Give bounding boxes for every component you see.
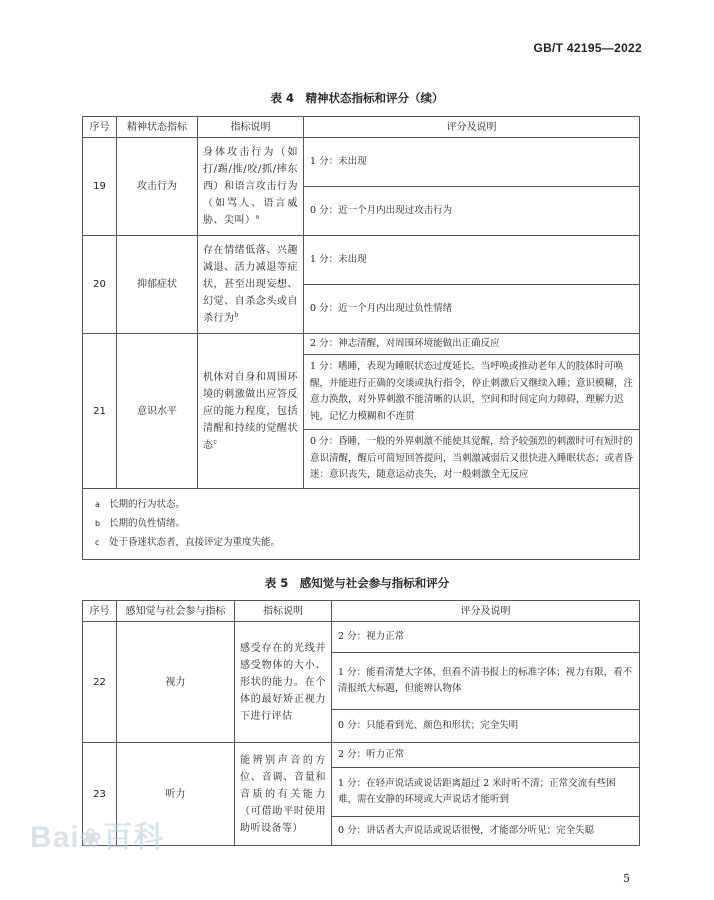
score-item: 1 分：在轻声说话或说话距离超过 2 米时听不清；正常交流有些困难，需在安静的环境或大声说话才能听到 [332,768,639,817]
col-header-no: 序号 [83,117,117,138]
score-item: 2 分：视力正常 [332,622,639,653]
row-scores [332,743,640,846]
footnote-ref: c [213,438,218,446]
score-item: 1 分：未出现 [304,236,639,285]
score-item: 1 分：未出现 [304,138,639,187]
row-no: 21 [83,334,117,489]
footnote-mark: b [95,519,101,528]
footnote-ref: a [255,213,260,221]
score-item: 2 分：神志清醒，对周围环境能做出正确反应 [304,334,639,355]
col-header-score: 评分及说明 [332,601,640,622]
col-header-score: 评分及说明 [304,117,640,138]
footnote: b 长期的负性情绪。 [95,514,639,533]
footnote-mark: a [95,500,100,509]
col-header-indicator: 感知觉与社会参与指标 [117,601,235,622]
table-row [83,743,640,846]
table5 [82,600,640,846]
row-desc: 身体攻击行为（如打/踢/推/咬/抓/摔东西）和语言攻击行为（如骂人、语言威胁、尖叫）$^a$ [198,138,304,236]
table-row [83,138,640,236]
score-item: 0 分：昏睡，一般的外界刺激不能使其觉醒，给予较强烈的刺激时可有短时的意识清醒，醒后可简短回答提问，当刺激减弱后又很快进入睡眠状态；或者昏迷：意识丧失，随意运动丧失，对一般刺激全无反应 [310,436,634,481]
row-desc: 能辨别声音的方位、音调、音量和音质的有关能力（可借助平时使用助听设备等） [235,743,332,846]
row-indicator: 意识水平 [117,334,198,489]
row-no: 20 [83,236,117,334]
row-scores [304,334,640,489]
row-scores [332,622,640,743]
table-row [83,236,640,334]
table4-notes-row [83,489,640,560]
table4-notes [83,489,640,560]
col-header-indicator: 精神状态指标 [117,117,198,138]
row-indicator: 视力 [117,622,235,743]
score-item: 2 分：听力正常 [332,743,639,768]
row-indicator: 听力 [117,743,235,846]
table4-caption: 表 4 精神状态指标和评分（续） [270,91,444,105]
footnote: a 长期的行为状态。 [95,495,639,514]
score-item: 0 分：讲话者大声说话或说话很慢，才能部分听见；完全失聪 [338,824,595,836]
row-indicator: 攻击行为 [117,138,198,236]
row-desc: 存在情绪低落、兴趣减退、活力减退等症状，甚至出现妄想、幻觉、自杀念头或自杀行为$^b$ [198,236,304,334]
table4 [82,116,640,560]
col-header-desc: 指标说明 [235,601,332,622]
col-header-desc: 指标说明 [198,117,304,138]
row-no: 22 [83,622,117,743]
footnote: c 处于昏迷状态者，直接评定为重度失能。 [95,533,639,552]
score-item: 0 分：只能看到光、颜色和形状；完全失明 [338,719,519,731]
row-desc: 感受存在的光线并感受物体的大小、形状的能力。在个体的最好矫正视力下进行评估 [235,622,332,743]
table5-caption: 表 5 感知觉与社会参与指标和评分 [264,576,450,590]
col-header-no: 序号 [83,601,117,622]
score-item: 1 分：能看清楚大字体，但看不清书报上的标准字体；视力有限，看不清报纸大标题，但能辨认物体 [332,653,639,710]
table5-header-row [83,601,640,622]
table4-header-row [83,117,640,138]
watermark-logo: Bai❀百科 [30,821,165,854]
row-desc: 机体对自身和周围环境的刺激做出应答反应的能力程度，包括清醒和持续的觉醒状态$^c$ [198,334,304,489]
row-scores [304,236,640,334]
score-item: 0 分：近一个月内出现过负性情绪 [310,302,453,314]
row-no: 23 [83,743,117,846]
table-row [83,622,640,743]
row-scores [304,138,640,236]
score-item: 1 分：嗜睡，表现为睡眠状态过度延长。当呼唤或推动老年人的肢体时可唤醒，并能进行正确的交谈或执行指令，停止刺激后又继续入睡；意识模糊，注意力涣散，对外界刺激不能清晰的认识，空间和时间定向力障碍，理解力迟钝，记忆力模糊和不连贯 [304,355,639,430]
score-item: 0 分：近一个月内出现过攻击行为 [310,204,453,216]
page-number: 5 [623,872,630,885]
footnote-mark: c [95,538,100,547]
footnote-ref: b [234,311,239,319]
row-no: 19 [83,138,117,236]
standard-number: GB/T 42195—2022 [533,41,642,55]
table-row [83,334,640,489]
row-indicator: 抑郁症状 [117,236,198,334]
